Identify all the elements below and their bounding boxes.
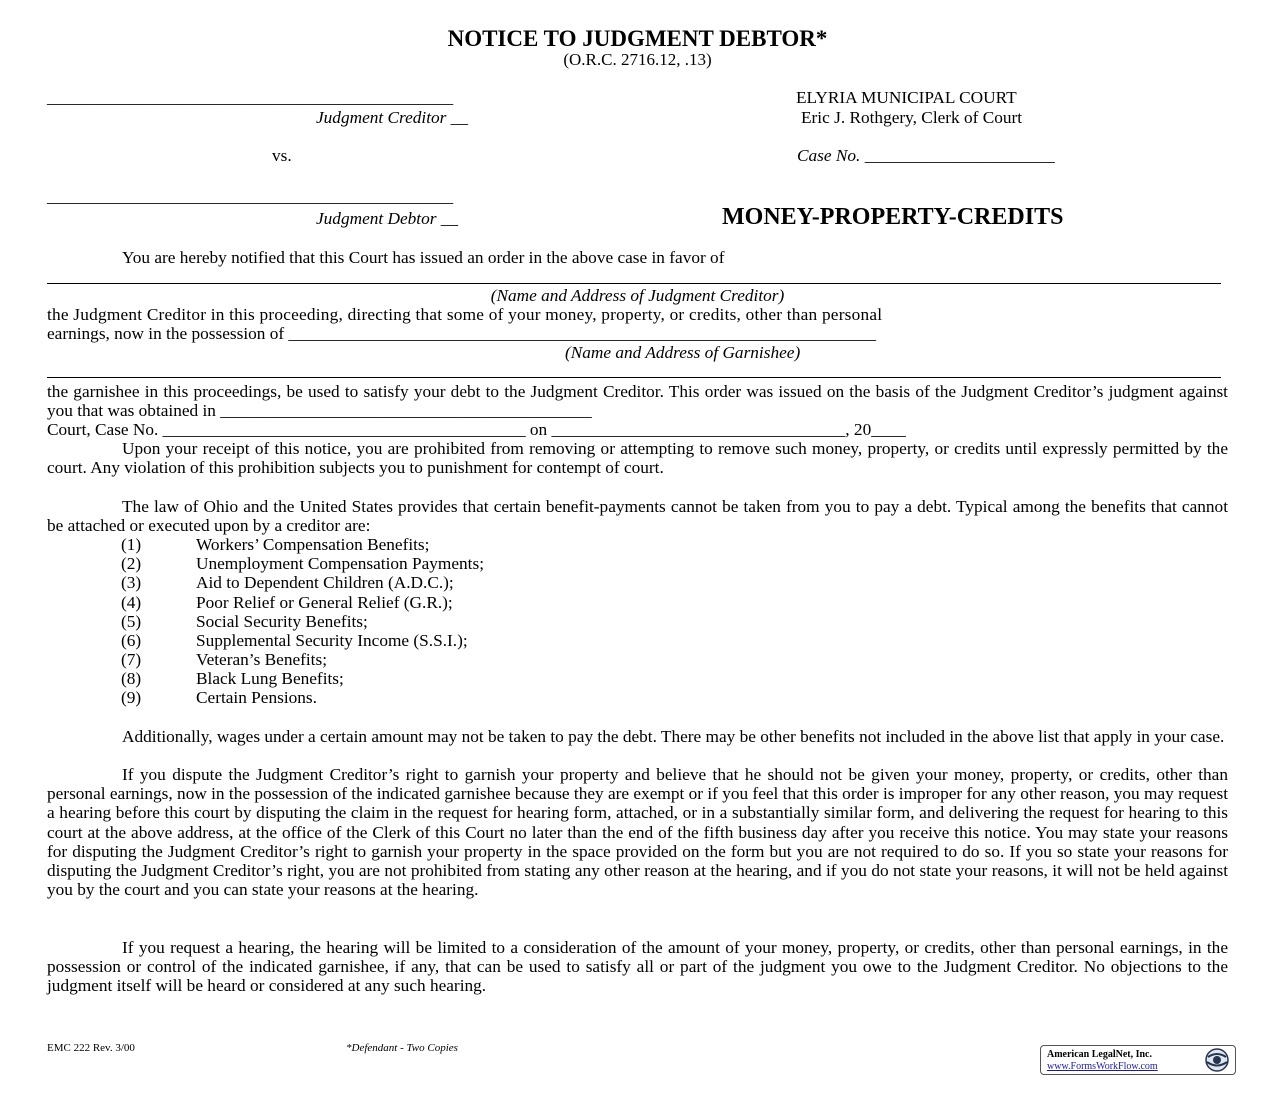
publisher-url[interactable]: www.FormsWorkFlow.com (1047, 1061, 1158, 1072)
list-number: (2) (121, 554, 142, 573)
case-number-field[interactable]: Case No. ______________________ (797, 146, 1055, 165)
form-number: EMC 222 Rev. 3/00 (47, 1042, 135, 1054)
versus-label: vs. (272, 146, 292, 165)
list-text: Certain Pensions. (196, 688, 317, 707)
list-number: (4) (121, 593, 142, 612)
intro-text: You are hereby notified that this Court has issued an order in the above case in favor of (122, 248, 725, 267)
list-text: Veteran’s Benefits; (196, 650, 328, 669)
prohibition-paragraph: Upon your receipt of this notice, you are prohibited from removing or attempting to remove such money, property, or credits until expressly permitted by the court. Any violation of this prohibition subjects you to punishment for contempt of court. (47, 439, 1228, 478)
list-text: Aid to Dependent Children (A.D.C.); (196, 573, 454, 592)
document-title: NOTICE TO JUDGMENT DEBTOR* (447, 26, 828, 51)
statute-citation: (O.R.C. 2716.12, .13) (563, 50, 712, 69)
list-number: (7) (121, 650, 142, 669)
judgment-creditor-label: Judgment Creditor __ (316, 108, 468, 127)
list-text: Workers’ Compensation Benefits; (196, 535, 430, 554)
list-number: (9) (121, 688, 142, 707)
list-text: Black Lung Benefits; (196, 669, 344, 688)
additional-wages-paragraph: Additionally, wages under a certain amount may not be taken to pay the debt. There may be other benefits not included in the above list that apply in your case. (122, 727, 1225, 746)
judgment-debtor-label: Judgment Debtor __ (316, 209, 459, 228)
garnishee-address-caption: (Name and Address of Garnishee) (565, 343, 801, 362)
list-text: Social Security Benefits; (196, 612, 368, 631)
list-text: Supplemental Security Income (S.S.I.); (196, 631, 468, 650)
list-number: (1) (121, 535, 142, 554)
creditor-address-line[interactable] (47, 283, 1221, 284)
court-name: ELYRIA MUNICIPAL COURT (796, 88, 1017, 107)
form-type-heading: MONEY-PROPERTY-CREDITS (722, 204, 1064, 230)
copies-note: *Defendant - Two Copies (346, 1042, 458, 1054)
creditor-address-caption: (Name and Address of Judgment Creditor) (490, 286, 785, 305)
court-case-date-line: Court, Case No. __________________________________________ on __________________________________, 20____ (47, 420, 906, 439)
publisher-name: American LegalNet, Inc. (1047, 1049, 1152, 1060)
garnishee-address-line[interactable] (47, 377, 1221, 378)
list-number: (5) (121, 612, 142, 631)
dispute-hearing-paragraph: If you dispute the Judgment Creditor’s right to garnish your property and believe that he should not be given your money, property, or credits, other than personal earnings, now in the possession of the indicated garnishee because they are exempt or if you feel that this order is improper for any other reason, you may request a hearing before this court by disputing the claim in the request for hearing form, attached, or in a substantially similar form, and delivering the request for hearing to this court at the above address, at the office of the Clerk of this Court no later than the end of the fifth business day after you receive this notice. You may state your reasons for disputing the Judgment Creditor’s right to garnish your property in the space provided on the form but you are not required to do so. If you so state your reasons for disputing the Judgment Creditor’s right, you are not prohibited from stating any other reason at the hearing, and if you do not state your reasons, it will not be held against you by the court and you can state your reasons at the hearing. (47, 765, 1228, 900)
list-text: Poor Relief or General Relief (G.R.); (196, 593, 453, 612)
list-number: (6) (121, 631, 142, 650)
creditor-name-line[interactable]: _______________________________________________ (47, 88, 454, 107)
clerk-of-court: Eric J. Rothgery, Clerk of Court (801, 108, 1023, 127)
list-number: (8) (121, 669, 142, 688)
order-text-line-1: the Judgment Creditor in this proceeding, directing that some of your money, property, or credits, other than personal (47, 305, 883, 324)
benefits-law-paragraph: The law of Ohio and the United States provides that certain benefit-payments cannot be taken from you to pay a debt. Typical among the benefits that cannot be attached or executed upon by a creditor are: (47, 497, 1228, 536)
list-number: (3) (121, 573, 142, 592)
order-basis-paragraph: the garnishee in this proceedings, be used to satisfy your debt to the Judgment Creditor. This order was issued on the basis of the Judgment Creditor’s judgment against you that was obtained in ___________________________________________ (47, 382, 1228, 421)
debtor-name-line[interactable]: _______________________________________________ (47, 187, 454, 206)
list-text: Unemployment Compensation Payments; (196, 554, 484, 573)
globe-icon (1202, 1047, 1232, 1073)
hearing-scope-paragraph: If you request a hearing, the hearing will be limited to a consideration of the amount of your money, property, or credits, other than personal earnings, in the possession or control of the indicated garnishee, if any, that can be used to satisfy all or part of the judgment you owe to the Judgment Creditor. No objections to the judgment itself will be heard or considered at any such hearing. (47, 938, 1228, 996)
order-text-line-2: earnings, now in the possession of ____________________________________________________________________ (47, 324, 876, 343)
publisher-logo[interactable] (1040, 1045, 1236, 1075)
